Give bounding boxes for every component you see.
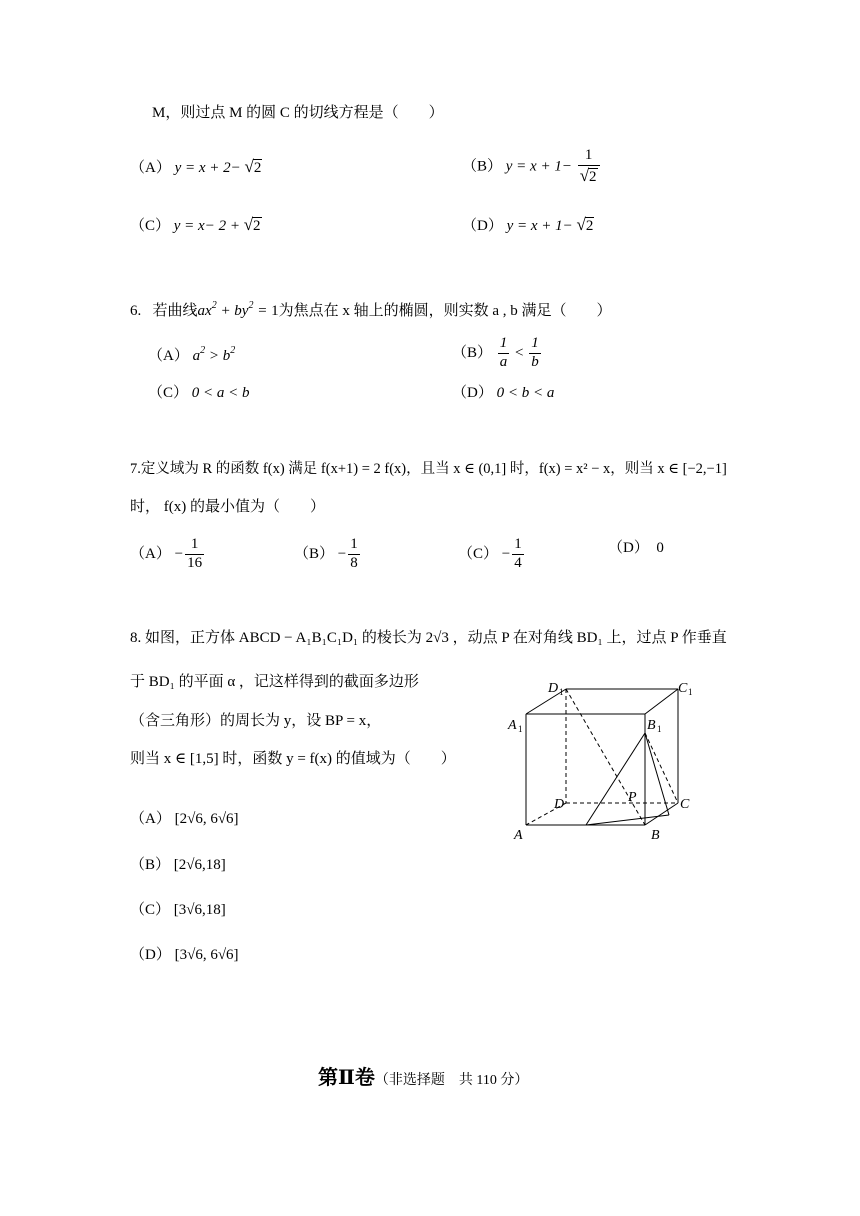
- label-A: A: [514, 828, 523, 843]
- q8-option-b: [130, 858, 226, 873]
- q5-option-c: [130, 216, 262, 234]
- fraction-1-over-b: $\frac{1}{b}$: [531, 335, 539, 370]
- option-text: 0 < a < b: [191, 385, 250, 401]
- option-text: [2√6, 6√6]: [174, 811, 239, 827]
- q5-stem: [152, 106, 444, 121]
- label-B1-sub: 1: [657, 724, 662, 734]
- label-C1: C: [678, 681, 688, 696]
- q6-option-b: （B） $\frac{1}{a}$ < $\frac{1}{b}$: [452, 335, 539, 370]
- fraction-1-over-16: $\frac{1}{16}$: [187, 536, 203, 571]
- option-label: （B）: [130, 857, 171, 873]
- sqrt-2: √2: [243, 215, 261, 234]
- q6-stem-pre: 若曲线: [152, 303, 198, 319]
- q6-stem-post: 为焦点在 x 轴上的椭圆，则实数 a , b 满足（ ）: [278, 303, 612, 319]
- edge-BC: [645, 803, 678, 825]
- option-text: [2√6,18]: [173, 857, 226, 873]
- q5-stem-text: M，则过点 M 的圆 C 的切线方程是（ ）: [152, 105, 444, 121]
- q6-stem: [130, 301, 612, 319]
- label-D1: D: [548, 681, 559, 696]
- label-B: B: [651, 828, 660, 843]
- section-edge-2: [586, 815, 669, 825]
- q7-option-b: （B） − $\frac{1}{8}$: [294, 536, 358, 571]
- fraction-1-over-4: $\frac{1}{4}$: [514, 536, 522, 571]
- edge-B1C1: [645, 689, 678, 714]
- option-expr: $a^2 > b^2$: [192, 345, 236, 364]
- q8-option-a: [130, 812, 239, 827]
- option-text: 0 < b < a: [496, 385, 555, 401]
- q7-stem-line2: 时， f(x) 的最小值为（ ）: [130, 499, 325, 515]
- q8-stem-line4: 则当 x ∈ [1,5] 时，函数 y = f(x) 的值域为（ ）: [130, 751, 456, 767]
- q7-line2: [130, 500, 325, 515]
- fraction-1-over-8: $\frac{1}{8}$: [350, 536, 358, 571]
- sqrt-2: √2: [576, 215, 594, 234]
- q6-option-c: [148, 386, 250, 401]
- option-label: （D）: [608, 540, 649, 556]
- label-C1-sub: 1: [688, 687, 693, 697]
- option-label: （A）: [130, 545, 171, 562]
- q5-option-d: [462, 216, 594, 234]
- question-number: 6.: [130, 303, 142, 319]
- option-label: （D）: [452, 385, 493, 401]
- q8-option-c: [130, 903, 226, 918]
- option-text: [3√6, 6√6]: [174, 947, 239, 963]
- option-text: 0: [656, 540, 664, 556]
- q6-option-d: [452, 386, 554, 401]
- q7-option-a: （A） − $\frac{1}{16}$: [130, 536, 203, 571]
- section-ii-header: [318, 1068, 528, 1088]
- q8-option-d: [130, 948, 239, 963]
- q7-stem-line1: 7.定义域为 R 的函数 f(x) 满足 f(x+1) = 2 f(x)，且当 x ∈ (0,1] 时，f(x) = x² − x，则当 x ∈ [−2,−1]: [130, 461, 727, 477]
- option-text: [3√6,18]: [173, 902, 226, 918]
- option-text: y = x− 2 +: [173, 218, 240, 234]
- option-label: （A）: [130, 160, 171, 176]
- option-label: （A）: [148, 348, 189, 364]
- q8-line2: [130, 675, 419, 690]
- option-label: （C）: [130, 902, 171, 918]
- section-title: 第Ⅱ卷: [318, 1067, 375, 1089]
- q8-line4: [130, 752, 456, 767]
- label-D: D: [554, 797, 565, 812]
- q8-stem-line3: （含三角形）的周长为 y，设 BP = x，: [130, 713, 382, 729]
- q8-stem-line2: 于 BD₁ 的平面 α ，记这样得到的截面多边形: [130, 674, 419, 690]
- q8-line3: [130, 714, 381, 729]
- option-label: （D）: [462, 218, 503, 234]
- fraction-1-over-a: $\frac{1}{a}$: [499, 335, 508, 370]
- option-label: （B）: [452, 344, 493, 361]
- option-text: y = x + 2−: [174, 160, 241, 176]
- option-text: y = x + 1−: [505, 158, 572, 175]
- option-label: （D）: [130, 947, 171, 963]
- q7-option-c: （C） − $\frac{1}{4}$: [458, 536, 522, 571]
- q7-option-d: [608, 541, 664, 556]
- hidden-section-edge: [645, 733, 678, 803]
- fraction-1-over-sqrt2: $\frac{1}{√2}$: [578, 148, 600, 186]
- cube-figure: [500, 675, 710, 850]
- label-P: P: [628, 790, 637, 805]
- section-edge-1: [586, 733, 645, 825]
- section-note: （非选择题 共 110 分）: [374, 1073, 529, 1088]
- option-label: （C）: [148, 385, 189, 401]
- label-B1: B: [647, 718, 656, 733]
- sqrt-2: √2: [244, 157, 262, 176]
- label-D1-sub: 1: [559, 687, 564, 697]
- q7-line1: [130, 462, 727, 477]
- q8-stem-line1: 8. 如图，正方体 ABCD − A₁B₁C₁D₁ 的棱长为 2√3 ，动点 P 在对角线 BD₁ 上，过点 P 作垂直: [130, 630, 727, 646]
- label-A1: A: [508, 718, 517, 733]
- q8-line1: [130, 631, 727, 646]
- option-label: （C）: [458, 545, 499, 562]
- option-label: （C）: [130, 218, 171, 234]
- option-text: y = x + 1−: [506, 218, 573, 234]
- q6-equation-rhs: 1: [271, 303, 279, 319]
- option-label: （B）: [462, 158, 503, 175]
- label-A1-sub: 1: [518, 724, 523, 734]
- label-C: C: [680, 797, 690, 812]
- q6-equation: $ax^2 + by^2$ =: [197, 300, 272, 319]
- q5-option-b: [462, 148, 602, 186]
- option-label: （B）: [294, 545, 335, 562]
- q5-option-a: [130, 158, 262, 176]
- option-label: （A）: [130, 811, 171, 827]
- q6-option-a: [148, 346, 235, 364]
